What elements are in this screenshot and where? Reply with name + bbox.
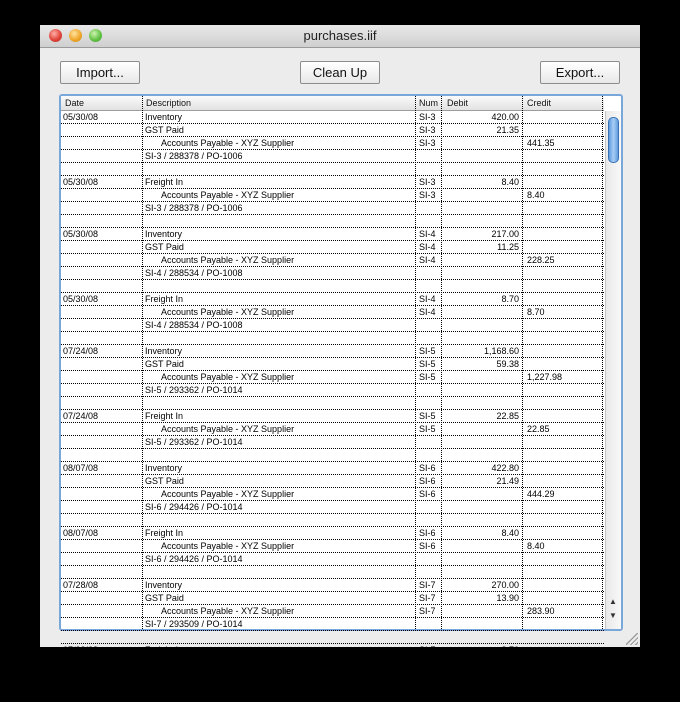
vertical-scrollbar[interactable] [605,111,621,629]
date-cell [63,150,138,162]
num-cell: SI-5 [419,372,436,382]
debit-cell [443,449,519,461]
num-cell: SI-4 [419,242,436,252]
date-cell [63,566,138,578]
description-cell: GST Paid [145,125,184,135]
credit-cell: 228.25 [527,255,555,265]
date-cell [63,124,138,136]
description-cell: GST Paid [145,242,184,252]
debit-cell [443,423,519,435]
num-cell: SI-6 [419,463,436,473]
column-divider [142,96,143,629]
description-cell: Inventory [145,346,183,356]
credit-cell [527,397,601,409]
date-cell [63,618,138,630]
credit-cell [527,358,601,370]
debit-cell [443,436,519,448]
column-divider [522,96,523,629]
num-cell [419,449,441,461]
num-cell [419,163,441,175]
num-cell [419,384,441,396]
description-cell [145,631,413,643]
debit-cell [443,332,519,344]
resize-grip-icon[interactable] [626,633,638,645]
debit-cell [443,137,519,149]
debit-cell [443,384,519,396]
credit-cell [527,267,601,279]
credit-cell [527,462,601,474]
description-cell: Accounts Payable - XYZ Supplier [161,190,295,200]
debit-cell [443,631,519,643]
column-header-date[interactable]: Date [65,98,85,108]
description-cell: SI-7 / 293509 / PO-1014 [145,619,243,629]
debit-cell: 8.40 [501,177,519,187]
debit-cell [443,189,519,201]
num-cell [419,267,441,279]
description-cell: GST Paid [145,593,184,603]
credit-cell [527,527,601,539]
credit-cell [527,215,601,227]
debit-cell: 420.00 [491,112,519,122]
debit-cell: 8.70 [501,645,519,655]
description-cell: Accounts Payable - XYZ Supplier [161,424,295,434]
credit-cell [527,280,601,292]
date-cell [63,254,138,266]
credit-cell [527,319,601,331]
credit-cell: 8.40 [527,541,545,551]
description-cell: Freight In [145,528,184,538]
date-cell [63,371,138,383]
debit-cell [443,254,519,266]
column-divider [415,96,416,629]
credit-cell [527,202,601,214]
debit-cell [443,202,519,214]
credit-cell: 441.35 [527,138,555,148]
description-cell: GST Paid [145,359,184,369]
column-header-description[interactable]: Description [146,98,192,108]
credit-cell [527,228,601,240]
debit-cell: 22.85 [496,411,519,421]
date-cell [63,488,138,500]
description-cell: Freight In [145,177,184,187]
description-cell: Accounts Payable - XYZ Supplier [161,658,295,668]
description-cell: SI-3 / 288378 / PO-1006 [145,203,243,213]
description-cell: Inventory [145,112,183,122]
credit-cell [527,475,601,487]
date-cell [63,553,138,565]
credit-cell: 1,227.98 [527,372,563,382]
debit-cell [443,605,519,617]
description-cell [145,163,413,175]
description-cell: Freight In [145,645,184,655]
num-cell: SI-4 [419,229,436,239]
num-cell: SI-4 [419,307,436,317]
date-cell: 05/30/08 [63,177,99,187]
num-cell [419,150,441,162]
date-cell: 08/07/08 [63,463,99,473]
date-cell [63,358,138,370]
description-cell: Inventory [145,580,183,590]
num-cell: SI-4 [419,294,436,304]
debit-cell [443,488,519,500]
num-cell [419,631,441,643]
window-title: purchases.iif [303,28,377,43]
debit-cell [443,306,519,318]
table-row[interactable] [61,644,604,657]
credit-cell [527,553,601,565]
scrollbar-thumb[interactable] [608,117,619,163]
date-cell: 07/28/08 [63,645,99,655]
description-cell: Accounts Payable - XYZ Supplier [161,541,295,551]
num-cell [419,566,441,578]
date-cell [63,319,138,331]
description-cell: SI-4 / 288534 / PO-1008 [145,268,243,278]
num-cell [419,514,441,526]
num-cell [419,280,441,292]
num-cell [419,397,441,409]
debit-cell [443,553,519,565]
description-cell: SI-5 / 293362 / PO-1014 [145,437,243,447]
date-cell: 07/24/08 [63,346,99,356]
debit-cell [443,150,519,162]
table-row[interactable] [61,657,604,670]
description-cell [145,566,413,578]
debit-cell: 13.90 [496,593,519,603]
date-cell [63,137,138,149]
description-cell: GST Paid [145,476,184,486]
num-cell: SI-3 [419,112,436,122]
num-cell: SI-4 [419,255,436,265]
debit-cell [443,501,519,513]
credit-cell: 283.90 [527,606,555,616]
description-cell [145,280,413,292]
debit-cell [443,371,519,383]
description-cell [145,449,413,461]
date-cell [63,267,138,279]
debit-cell [443,267,519,279]
num-cell: SI-6 [419,528,436,538]
debit-cell: 217.00 [491,229,519,239]
debit-cell [443,618,519,630]
date-cell [63,501,138,513]
date-cell [63,189,138,201]
date-cell [63,397,138,409]
debit-cell [443,397,519,409]
num-cell [419,618,441,630]
credit-cell [527,514,601,526]
description-cell: SI-4 / 288534 / PO-1008 [145,320,243,330]
date-cell [63,449,138,461]
num-cell: SI-5 [419,411,436,421]
num-cell: SI-7 [419,658,436,668]
date-cell [63,241,138,253]
num-cell: SI-7 [419,606,436,616]
date-cell: 05/30/08 [63,294,99,304]
date-cell: 05/30/08 [63,112,99,122]
credit-cell [527,150,601,162]
description-cell: Accounts Payable - XYZ Supplier [161,255,295,265]
num-cell: SI-5 [419,346,436,356]
debit-cell: 21.49 [496,476,519,486]
num-cell: SI-3 [419,138,436,148]
column-header-credit[interactable]: Credit [527,98,552,108]
description-cell: SI-5 / 293362 / PO-1014 [145,385,243,395]
date-cell [63,540,138,552]
date-cell [63,631,138,643]
credit-cell [527,592,601,604]
date-cell [63,332,138,344]
scroll-down-arrow-icon[interactable]: ▼ [609,611,617,620]
debit-cell: 11.25 [497,242,519,252]
debit-cell [443,657,519,669]
num-cell: SI-6 [419,476,436,486]
date-cell [63,306,138,318]
num-cell [419,215,441,227]
credit-cell: 8.70 [527,307,545,317]
credit-cell: 444.29 [527,489,555,499]
credit-cell [527,176,601,188]
description-cell: Accounts Payable - XYZ Supplier [161,489,295,499]
credit-cell [527,293,601,305]
credit-cell [527,345,601,357]
credit-cell: 8.70 [527,658,545,668]
debit-cell [443,215,519,227]
description-cell [145,332,413,344]
debit-cell [443,566,519,578]
credit-cell: 8.40 [527,190,545,200]
num-cell: SI-6 [419,489,436,499]
date-cell [63,436,138,448]
table-row[interactable] [61,631,604,644]
debit-cell [443,319,519,331]
num-cell [419,332,441,344]
credit-cell [527,410,601,422]
credit-cell [527,332,601,344]
debit-cell [443,540,519,552]
num-cell: SI-7 [419,580,436,590]
column-divider [602,96,603,629]
num-cell: SI-7 [419,645,436,655]
scroll-up-arrow-icon[interactable]: ▲ [609,597,617,606]
num-cell: SI-6 [419,541,436,551]
transactions-table[interactable] [59,94,623,668]
title-bar [40,25,640,48]
credit-cell [527,163,601,175]
credit-cell [527,449,601,461]
num-cell: SI-3 [419,190,436,200]
num-cell [419,202,441,214]
credit-cell [527,644,601,656]
num-cell [419,319,441,331]
description-cell: Accounts Payable - XYZ Supplier [161,138,295,148]
num-cell: SI-5 [419,424,436,434]
date-cell [63,657,138,669]
credit-cell [527,501,601,513]
debit-cell: 59.38 [496,359,519,369]
debit-cell: 1,168.60 [483,346,519,356]
export-button[interactable]: Export... [540,61,620,84]
num-cell: SI-3 [419,125,436,135]
column-divider [441,96,442,629]
credit-cell [527,631,601,643]
credit-cell: 22.85 [527,424,550,434]
import-button[interactable]: Import... [60,61,140,84]
debit-cell: 422.80 [491,463,519,473]
date-cell [63,163,138,175]
num-cell: SI-7 [419,593,436,603]
num-cell [419,553,441,565]
description-cell: SI-6 / 294426 / PO-1014 [145,554,243,564]
debit-cell: 8.70 [501,294,519,304]
date-cell [63,202,138,214]
description-cell: Accounts Payable - XYZ Supplier [161,307,295,317]
num-cell [419,501,441,513]
debit-cell [443,163,519,175]
description-cell: SI-6 / 294426 / PO-1014 [145,502,243,512]
credit-cell [527,579,601,591]
credit-cell [527,111,601,123]
description-cell: Freight In [145,294,184,304]
date-cell [63,215,138,227]
credit-cell [527,241,601,253]
description-cell [145,397,413,409]
date-cell [63,280,138,292]
credit-cell [527,124,601,136]
num-cell: SI-3 [419,177,436,187]
credit-cell [527,566,601,578]
debit-cell: 8.40 [501,528,519,538]
description-cell [145,514,413,526]
date-cell: 07/28/08 [63,580,99,590]
date-cell: 05/30/08 [63,229,99,239]
column-header-debit[interactable]: Debit [447,98,469,108]
debit-cell: 270.00 [491,580,519,590]
credit-cell [527,436,601,448]
debit-cell: 21.35 [496,125,519,135]
description-cell: Accounts Payable - XYZ Supplier [161,606,295,616]
description-cell [145,215,413,227]
description-cell: Freight In [145,411,184,421]
clean-up-button[interactable]: Clean Up [300,61,380,84]
num-cell: SI-5 [419,359,436,369]
credit-cell [527,618,601,630]
description-cell: Accounts Payable - XYZ Supplier [161,372,295,382]
date-cell [63,592,138,604]
credit-cell [527,384,601,396]
description-cell: Inventory [145,229,183,239]
num-cell [419,436,441,448]
column-header-num[interactable]: Num [419,98,439,108]
description-cell: Inventory [145,463,183,473]
app-window [40,25,640,668]
date-cell: 07/24/08 [63,411,99,421]
date-cell [63,384,138,396]
debit-cell [443,514,519,526]
date-cell [63,514,138,526]
date-cell [63,605,138,617]
date-cell [63,423,138,435]
description-cell: SI-3 / 288378 / PO-1006 [145,151,243,161]
date-cell [63,475,138,487]
debit-cell [443,280,519,292]
date-cell: 08/07/08 [63,528,99,538]
